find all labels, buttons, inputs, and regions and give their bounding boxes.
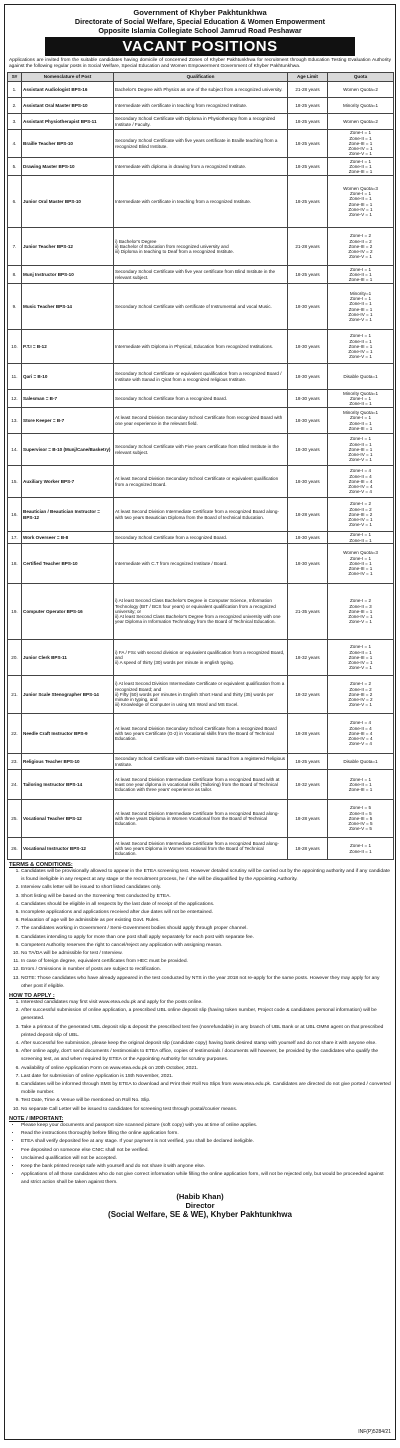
- cell-age: 18-30 years: [288, 434, 328, 466]
- table-row: [8, 228, 394, 266]
- cell-qualification: i) At least Second Division Intermediate Certificate or equivalent qualification from a recognized Board; and ii) Fifty (50) words per minutes in English Short Hand and thirty (35) words per minute in typing, and iii) Knowledge of Computer in using MS Word and MS Excel.: [114, 676, 288, 714]
- terms-item: 8. Candidates intending to apply for more than one post shall apply separately for each post with separate fee.: [21, 934, 391, 942]
- cell-sno: 24.: [8, 770, 22, 800]
- cell-sno: 20.: [8, 640, 22, 676]
- cell-qualification: Secondary School Certificate with certificate of Instrumental and vocal Music.: [114, 284, 288, 330]
- cell-qualification: Secondary School Certificate from a recognized Board.: [114, 532, 288, 544]
- table-row: [8, 176, 394, 228]
- table-header-row: [8, 73, 394, 82]
- cell-sno: 14.: [8, 434, 22, 466]
- cell-age: 18-25 years: [288, 754, 328, 770]
- cell-qualification: Bachelor's Degree with Physics as one of the subject from a recognized university.: [114, 82, 288, 98]
- signatory-name: (Habib Khan): [176, 1191, 224, 1201]
- cell-post: Drawing Master BPS-10: [22, 158, 114, 176]
- cell-age: 18-32 years: [288, 640, 328, 676]
- cell-age: 18-30 years: [288, 532, 328, 544]
- cell-post: P.T.I = B-12: [22, 330, 114, 364]
- cell-sno: 8.: [8, 266, 22, 284]
- cell-post: Assistant Audiologist BPS-16: [22, 82, 114, 98]
- address-line: Opposite Islamia Collegiate School Jamrud Road Peshawar: [98, 26, 302, 35]
- cell-quota: Women Quota=2: [328, 82, 394, 98]
- col-quota: Quota: [328, 73, 394, 82]
- apply-step: 5. After online apply, don't send documents / testimonials to ETEA office, copies of testimonials / documents will however, be provided by the candidates who qualify the screening test, as and when required by ETEA or the Appointing Authority for scrutiny purposes.: [21, 1048, 391, 1064]
- vacant-positions-banner: VACANT POSITIONS: [45, 37, 355, 56]
- terms-list: [5, 868, 395, 991]
- table-row: [8, 266, 394, 284]
- apply-step: 1. Interested candidates may first visit www.etea.edu.pk and apply for the posts online.: [21, 999, 391, 1007]
- cell-age: 18-32 years: [288, 770, 328, 800]
- cell-sno: 5.: [8, 158, 22, 176]
- cell-post: Junior Clerk BPS-11: [22, 640, 114, 676]
- cell-post: Salesman = B-7: [22, 390, 114, 408]
- table-row: [8, 466, 394, 498]
- apply-step: 7. Last date for submission of online Application is 15th November, 2021.: [21, 1073, 391, 1081]
- cell-post: Store Keeper = B-7: [22, 408, 114, 434]
- cell-quota: Zone-I = 2 Zone-II = 2 Zone-III = 2 Zone-IV = 2 Zone-V = 1: [328, 676, 394, 714]
- cell-age: 18-30 years: [288, 466, 328, 498]
- table-row: [8, 838, 394, 860]
- apply-step: 3. Take a printout of the generated UBL deposit slip & deposit the prescribed test fee (nonrefundable) in any branch of UBL Bank or at UBL OMNI agent on that prescribed printed deposit slip of UBL.: [21, 1024, 391, 1040]
- cell-age: 18-30 years: [288, 408, 328, 434]
- cell-qualification: Intermediate with Diploma in Physical, Education from recognized Institutions.: [114, 330, 288, 364]
- cell-quota: Zone-I = 1 Zone-II = 1 Zone-III = 1: [328, 770, 394, 800]
- terms-item: 11. In case of foreign degree, equivalent certificates from HEC must be provided.: [21, 958, 391, 966]
- table-row: [8, 532, 394, 544]
- note-item: • Read the instructions thoroughly before filling the online application form.: [21, 1130, 391, 1138]
- terms-item: 10. No TA/DA will be admissible for test / Interview.: [21, 950, 391, 958]
- table-row: [8, 544, 394, 584]
- cell-quota: Zone-I = 1 Zone-II = 1 Zone-III = 1 Zone-IV = 1 Zone-V = 1: [328, 434, 394, 466]
- cell-qualification: Secondary School Certificate with Diploma in Physiotherapy from a recognized Institute / Faculty.: [114, 114, 288, 130]
- cell-sno: 3.: [8, 114, 22, 130]
- table-row: [8, 408, 394, 434]
- cell-quota: Minority Quota=1 Zone-I = 1 Zone-II = 1 Zone-III = 1: [328, 408, 394, 434]
- cell-sno: 17.: [8, 532, 22, 544]
- cell-age: 18-32 years: [288, 676, 328, 714]
- cell-qualification: At least Second Division Intermediate Certificate from a recognized Board with at least one year diploma in vocational skills (Tailoring) from the Board of Technical Education with three years' experience as tailor.: [114, 770, 288, 800]
- cell-sno: 6.: [8, 176, 22, 228]
- cell-qualification: Secondary School Certificate from a recognized Board.: [114, 390, 288, 408]
- cell-age: 18-25 years: [288, 158, 328, 176]
- cell-sno: 15.: [8, 466, 22, 498]
- cell-quota: Zone-I = 1 Zone-II = 1 Zone-III = 1 Zone-IV = 1 Zone-V = 1: [328, 130, 394, 158]
- cell-qualification: At least Second Division Secondary School Certificate or equivalent qualification from a recognized Board.: [114, 466, 288, 498]
- cell-post: Junior Teacher BPS-12: [22, 228, 114, 266]
- terms-item: 3. Short listing will be based on the Screening Test conducted by ETEA.: [21, 893, 391, 901]
- cell-post: Beautician / Beautician Instructor = BPS-12: [22, 498, 114, 532]
- note-item: • Keep the bank printed receipt safe with yourself and do not share it with anyone else.: [21, 1163, 391, 1171]
- cell-qualification: At least Second Division Intermediate Certificate from a recognized Board along-with two years Beautician Diploma from the Board of technical Education.: [114, 498, 288, 532]
- col-post: Nomenclature of Post: [22, 73, 114, 82]
- cell-post: Computer Operator BPS-16: [22, 584, 114, 640]
- cell-quota: Zone-I = 4 Zone-II = 4 Zone-III = 4 Zone-IV = 4 Zone-V = 4: [328, 466, 394, 498]
- cell-sno: 13.: [8, 408, 22, 434]
- cell-post: Tailoring Instructor BPS-14: [22, 770, 114, 800]
- cell-sno: 4.: [8, 130, 22, 158]
- cell-quota: Minority Quota=1 Zone-I = 1 Zone-II = 1: [328, 390, 394, 408]
- apply-heading: HOW TO APPLY :: [9, 993, 55, 1000]
- cell-post: Vocational Instructor BPS-12: [22, 838, 114, 860]
- note-heading: NOTE / IMPORTANT:: [9, 1115, 64, 1122]
- cell-post: Munj Instructor BPS-10: [22, 266, 114, 284]
- table-row: [8, 364, 394, 390]
- intro-paragraph: Applications are invited from the suitable candidates having domicile of concerned Zones of Khyber Pakhtunkhwa for recruitment through Education Testing Evaluation Authority against the following regular posts in Social Welfare, Special Education and Women Empowerment Government of Khyber Pakhtunkhwa.: [9, 58, 391, 69]
- cell-quota: Zone-I = 1 Zone-II = 1: [328, 532, 394, 544]
- terms-item: 1. Candidates will be provisionally allowed to appear in the ETEA screening test. However detailed scrutiny will be carried out by the appointing authority and if any candidate is found ineligible in any respect at any stage or the recruitment process, he / she will be disqualified by the Appointing Authority.: [21, 868, 391, 884]
- cell-sno: 9.: [8, 284, 22, 330]
- note-item: • Please keep your documents and passport size scanned picture (soft copy) with you at time of online applies.: [21, 1122, 391, 1130]
- cell-post: Braille Teacher BPS-10: [22, 130, 114, 158]
- signatory-title: Director: [185, 1200, 215, 1210]
- cell-quota: Women Quota=2: [328, 114, 394, 130]
- posts-table: [7, 72, 394, 860]
- table-row: [8, 800, 394, 838]
- cell-age: 18-25 years: [288, 114, 328, 130]
- cell-age: 18-25 years: [288, 98, 328, 114]
- cell-sno: 2.: [8, 98, 22, 114]
- cell-post: Music Teacher BPS-14: [22, 284, 114, 330]
- cell-age: 21-35 years: [288, 584, 328, 640]
- cell-qualification: At least Second Division Intermediate Certificate from a recognized Board along-with two years Diploma in Women Vocational from the Board of Technical Education.: [114, 838, 288, 860]
- signature-block: [5, 1192, 395, 1219]
- cell-sno: 25.: [8, 800, 22, 838]
- cell-age: 18-25 years: [288, 176, 328, 228]
- col-sno: S#: [8, 73, 22, 82]
- apply-step: 2. After successful submission of online application, a prescribed UBL online deposit slip (having token number, Project code & candidates personal information) will be generated.: [21, 1007, 391, 1023]
- cell-sno: 23.: [8, 754, 22, 770]
- cell-age: 18-28 years: [288, 498, 328, 532]
- cell-qualification: i) FA / FSc with second division or equivalent qualification from a recognized Board, and ii) A speed of thirty (30) words per minute in english typing.: [114, 640, 288, 676]
- cell-post: Religious Teacher BPS-10: [22, 754, 114, 770]
- cell-sno: 12.: [8, 390, 22, 408]
- cell-post: Needle Craft Instructor BPS-9: [22, 714, 114, 754]
- signatory-office: (Social Welfare, SE & WE), Khyber Pakhtunkhwa: [108, 1209, 292, 1219]
- table-body: [8, 82, 394, 860]
- apply-step: 6. Availability of online Application Form on www.etea.edu.pk on 20th October, 2021.: [21, 1065, 391, 1073]
- cell-post: Certified Teacher BPS-10: [22, 544, 114, 584]
- cell-sno: 7.: [8, 228, 22, 266]
- cell-sno: 19.: [8, 584, 22, 640]
- terms-item: 13. NOTE: Those candidates who have already appeared in the test conducted by NTS in the year 2018 not re-apply for the same posts. However they may apply for any other post if eligible.: [21, 975, 391, 991]
- table-row: [8, 130, 394, 158]
- cell-qualification: i) At least Second Class Bachelor's Degree in Computer Science, Information Technology (BIT / BCS four years) or equivalent qualification from a recognized university; or ii) At least Second Class Bachelor's Degree from a recognized university with one year Diploma in Information Technology from the Board of Technical Education.: [114, 584, 288, 640]
- table-row: [8, 770, 394, 800]
- cell-qualification: Secondary School Certificate or equivalent qualification from a recognized Board / Institute with Sanad in Qirat from a recognized religious Institute.: [114, 364, 288, 390]
- cell-post: Assistant Physiotherapist BPS-11: [22, 114, 114, 130]
- apply-step: 8. Candidates will be informed through SMS by ETEA to download and Print their Roll No Slips from www.etea.edu.pk. Candidates are directed do not give ported / converted mobile number.: [21, 1081, 391, 1097]
- cell-post: Junior Oral Master BPS-10: [22, 176, 114, 228]
- terms-item: 2. Interview calls letter will be issued to short listed candidates only.: [21, 884, 391, 892]
- cell-sno: 21.: [8, 676, 22, 714]
- cell-qualification: Secondary School Certificate with Dars-e-Nizami Sanad from a registered Religious Institute.: [114, 754, 288, 770]
- terms-item: 5. Incomplete applications and applications received after due dates will not be entertained.: [21, 909, 391, 917]
- cell-post: Auxiliary Worker BPS-7: [22, 466, 114, 498]
- note-item: • Unclaimed qualification will not be accepted.: [21, 1155, 391, 1163]
- col-qualification: Qualification: [114, 73, 288, 82]
- cell-quota: Women Quota=3 Zone-I = 1 Zone-II = 1 Zone-III = 1 Zone-IV = 1 Zone-V = 1: [328, 176, 394, 228]
- note-item: • Fee deposited on someone else CNIC shall not be verified.: [21, 1147, 391, 1155]
- cell-age: 18-28 years: [288, 714, 328, 754]
- table-row: [8, 98, 394, 114]
- apply-step: 4. After successful fee submission, please keep the original deposit slip (candidate copy) having bank desired stamp with yourself and do not share it with anyone else.: [21, 1040, 391, 1048]
- cell-sno: 11.: [8, 364, 22, 390]
- table-row: [8, 158, 394, 176]
- cell-sno: 26.: [8, 838, 22, 860]
- header: [5, 8, 395, 35]
- terms-item: 12. Errors / Omissions in number of posts are subject to rectification.: [21, 966, 391, 974]
- cell-qualification: At least Second Division Secondary School Certificate from a recognized Board with two years Certificate (G-2) in Vocational skills from the Board of Technical Education.: [114, 714, 288, 754]
- cell-post: Work Overseer = B-8: [22, 532, 114, 544]
- government-title: Government of Khyber Pakhtunkhwa: [133, 8, 267, 17]
- cell-sno: 10.: [8, 330, 22, 364]
- cell-sno: 1.: [8, 82, 22, 98]
- cell-quota: Disable Quota=1: [328, 754, 394, 770]
- cell-age: 18-30 years: [288, 284, 328, 330]
- cell-quota: Zone-I = 4 Zone-II = 4 Zone-III = 4 Zone-IV = 4 Zone-V = 4: [328, 714, 394, 754]
- table-row: [8, 330, 394, 364]
- cell-quota: Minority=1 Zone-I = 1 Zone-II = 1 Zone-III = 1 Zone-IV = 1 Zone-V = 1: [328, 284, 394, 330]
- cell-qualification: Secondary School Certificate with five year certificate from Blind Institute in the relevant subject.: [114, 266, 288, 284]
- cell-quota: Zone-I = 1 Zone-II = 1 Zone-III = 1: [328, 266, 394, 284]
- terms-item: 6. Relaxation of age will be admissible as per existing Govt. Rules.: [21, 917, 391, 925]
- cell-qualification: At least Second Division Secondary School Certificate from recognized Board with one year experience in the relevant field.: [114, 408, 288, 434]
- cell-quota: Zone-I = 5 Zone-II = 5 Zone-III = 5 Zone-IV = 5 Zone-V = 5: [328, 800, 394, 838]
- table-row: [8, 584, 394, 640]
- cell-age: 18-30 years: [288, 330, 328, 364]
- terms-item: 7. The candidates working in Government / Semi-Government bodies should apply through proper channel.: [21, 925, 391, 933]
- directorate-title: Directorate of Social Welfare, Special Education & Women Empowerment: [74, 17, 326, 26]
- col-age: Age Limit: [288, 73, 328, 82]
- table-row: [8, 114, 394, 130]
- cell-quota: Women Quota=3 Zone-I = 1 Zone-II = 1 Zone-III = 1 Zone-IV = 1: [328, 544, 394, 584]
- cell-quota: Zone-I = 1 Zone-II = 1 Zone-III = 1 Zone-IV = 1 Zone-V = 1: [328, 330, 394, 364]
- cell-quota: Zone-I = 1 Zone-II = 1 Zone-III = 1 Zone-IV = 1 Zone-V = 1: [328, 640, 394, 676]
- cell-sno: 16.: [8, 498, 22, 532]
- apply-step: 9. Test Date, Time & Venue will be mentioned on Roll No. Slip.: [21, 1097, 391, 1105]
- cell-age: 21-28 years: [288, 82, 328, 98]
- cell-age: 21-28 years: [288, 228, 328, 266]
- cell-post: Junior Scale Stenographer BPS-14: [22, 676, 114, 714]
- table-row: [8, 390, 394, 408]
- cell-quota: Zone-I = 2 Zone-II = 2 Zone-III = 2 Zone-IV = 2 Zone-V = 1: [328, 228, 394, 266]
- table-row: [8, 640, 394, 676]
- cell-age: 18-25 years: [288, 266, 328, 284]
- cell-qualification: Intermediate with diploma in drawing from a recognized Institute.: [114, 158, 288, 176]
- cell-quota: Zone-I = 1 Zone-II = 1: [328, 838, 394, 860]
- cell-post: Supervisor = B-10 (Munj/Cane/Basketry): [22, 434, 114, 466]
- cell-post: Vocational Teacher BPS-12: [22, 800, 114, 838]
- table-row: [8, 676, 394, 714]
- cell-qualification: i) Bachelor's Degree ii) Bachelor of Education from recognized university and iii) Diploma in teaching to Deaf from a recognized Institute.: [114, 228, 288, 266]
- cell-age: 18-30 years: [288, 364, 328, 390]
- cell-age: 18-30 years: [288, 544, 328, 584]
- cell-qualification: Secondary School Certificate with five years certificate in Braille teaching from a recognized Blind Institute.: [114, 130, 288, 158]
- note-item: • Applications of all those candidates who do not give correct information while filling the online application form, will not be rejected only, but would be proceeded against and strict action shall be taken against them.: [21, 1171, 391, 1187]
- apply-step: 10. No separate Call Letter will be issued to candidates for screening test through postal/courier means.: [21, 1106, 391, 1114]
- cell-quota: Zone-I = 1 Zone-II = 1 Zone-III = 1: [328, 158, 394, 176]
- cell-age: 18-25 years: [288, 130, 328, 158]
- note-item: • ETEA shall verify deposited fee at any stage. If your payment is not verified, you shall be declared ineligible.: [21, 1138, 391, 1146]
- apply-list: [5, 999, 395, 1114]
- cell-post: Qari = B-10: [22, 364, 114, 390]
- table-row: [8, 754, 394, 770]
- table-row: [8, 498, 394, 532]
- cell-age: 18-28 years: [288, 800, 328, 838]
- table-row: [8, 284, 394, 330]
- cell-qualification: Intermediate with certificate in teaching from recognized Institute.: [114, 98, 288, 114]
- advertisement-page: [4, 4, 396, 1440]
- cell-sno: 18.: [8, 544, 22, 584]
- reference-number: INF(P)5284/21: [358, 1429, 391, 1435]
- cell-sno: 22.: [8, 714, 22, 754]
- cell-quota: Zone-I = 2 Zone-II = 2 Zone-III = 2 Zone-IV = 1 Zone-V = 1: [328, 498, 394, 532]
- table-row: [8, 82, 394, 98]
- table-row: [8, 434, 394, 466]
- cell-qualification: At least Second Division Intermediate Certificate from a recognized Board along-with three years Diploma in Women Vocational from the Board of Technical Education.: [114, 800, 288, 838]
- cell-quota: Disable Quota=1: [328, 364, 394, 390]
- terms-item: 4. Candidates should be eligible in all respects by the last date of receipt of the applications.: [21, 901, 391, 909]
- cell-age: 18-28 years: [288, 838, 328, 860]
- cell-age: 18-30 years: [288, 390, 328, 408]
- cell-quota: Zone-I = 2 Zone-II = 3 Zone-III = 1 Zone-IV = 1 Zone-V = 1: [328, 584, 394, 640]
- cell-post: Assistant Oral Master BPS-10: [22, 98, 114, 114]
- table-row: [8, 714, 394, 754]
- cell-qualification: Intermediate with C.T from recognized Institute / Board.: [114, 544, 288, 584]
- cell-qualification: Secondary School Certificate with Five years certificate from Blind Institute in the relevant subject.: [114, 434, 288, 466]
- terms-heading: TERMS & CONDITIONS:: [9, 862, 73, 868]
- terms-item: 9. Competent Authority reserves the right to cancel/reject any application with assigning reason.: [21, 942, 391, 950]
- cell-quota: Minority Quota=1: [328, 98, 394, 114]
- note-list: [5, 1122, 395, 1188]
- cell-qualification: Intermediate with certificate in teaching from a recognized Institute.: [114, 176, 288, 228]
